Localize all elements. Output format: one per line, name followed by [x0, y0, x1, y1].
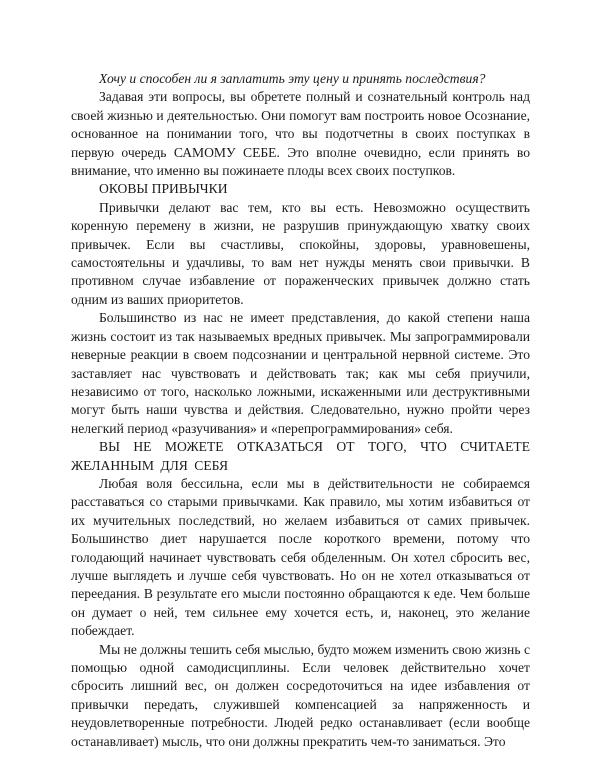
intro-paragraph: Задавая эти вопросы, вы обретете полный и сознательный контроль над своей жизнью и деятельностью. Они помогут вам построить новое Осознание, основанное на понимании того, что вы подотчетны в своих поступках в первую очередь САМОМУ СЕБЕ. Это вполне очевидно, если принять во внимание, что именно вы пожинаете плоды всех своих поступков.	[71, 89, 530, 179]
paragraph-bad-habits: Большинство из нас не имеет представления, до какой степени наша жизнь состоит из так называемых вредных привычек. Мы запрограммировали неверные реакции в своем подсознании и центральной нервной системе. Это заставляет нас чувствовать и действовать так; как мы себя приучили, независимо от того, насколько ложными, искаженными или деструктивными могут быть наши чувства и действия. Следовательно, нужно пройти через нелегкий период «разучивания» и «перепрограммирования» себя.	[71, 310, 530, 436]
paragraph-self-discipline: Мы не должны тешить себя мыслью, будто можем изменить свою жизнь с помощью одной самодисциплины. Если человек действительно хочет сбросить лишний вес, он должен сосредоточиться на идее избавления от привычки передать, служившей компенсацией за напряженность и неудовлетворенные потребности. Людей редко останавливает (если вообще останавливает) мысль, что они должны прекратить чем-то заниматься. Это	[71, 641, 530, 749]
document-page	[71, 70, 530, 751]
section-heading-desired: ВЫ НЕ МОЖЕТЕ ОТКАЗАТЬСЯ ОТ ТОГО, ЧТО СЧИТАЕТЕ ЖЕЛАННЫМ ДЛЯ СЕБЯ	[71, 439, 530, 473]
question-line: Хочу и способен ли я заплатить эту цену и принять последствия?	[99, 71, 486, 86]
paragraph-willpower: Любая воля бессильна, если мы в действительности не собираемся расставаться со старыми привычками. Как правило, мы хотим избавиться от их мучительных последствий, но желаем избавиться от самих привычек. Большинство диет нарушается после короткого времени, потому что голодающий начинает чувствовать себя обделенным. Он хотел сбросить вес, лучше выглядеть и лучше себя чувствовать. Но он не хотел отказываться от переедания. В результате его мысли постоянно обращаются к еде. Чем больше он думает о ней, тем сильнее ему хочется есть, и, наконец, это желание побеждает.	[71, 475, 530, 639]
paragraph-habits-define-you: Привычки делают вас тем, кто вы есть. Невозможно осуществить коренную перемену в жизни, не разрушив принуждающую хватку своих привычек. Если вы счастливы, спокойны, здоровы, уравновешены, самостоятельны и удачливы, то вам нет нужды менять свои привычки. В противном случае избавление от пораженческих привычек должно стать одним из ваших приоритетов.	[71, 199, 530, 307]
section-heading-habits: ОКОВЫ ПРИВЫЧКИ	[99, 181, 228, 197]
